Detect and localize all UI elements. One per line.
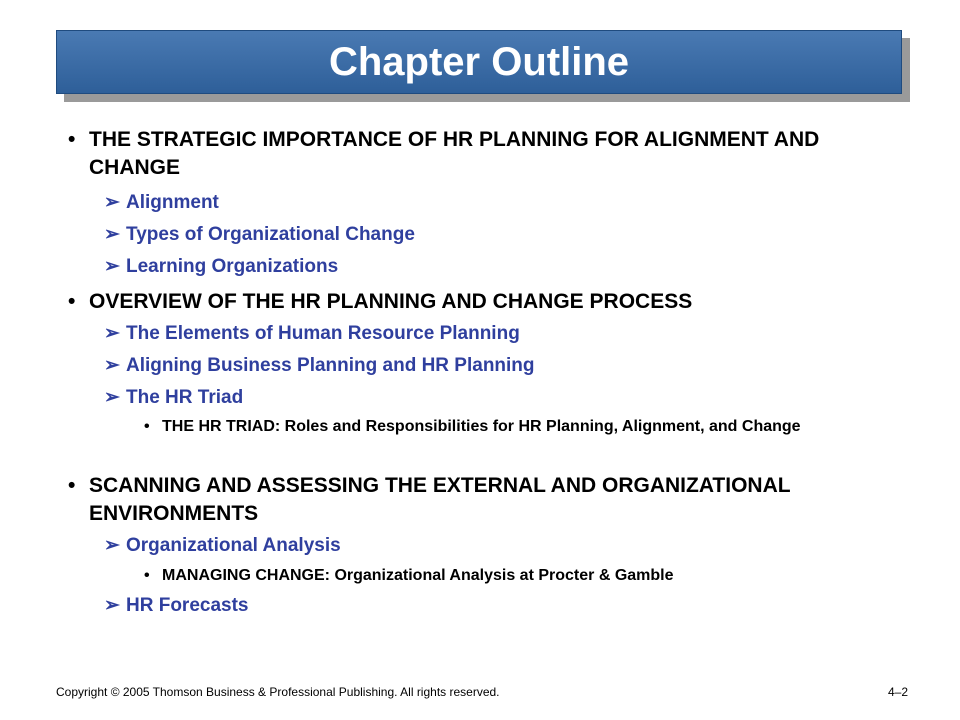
bullet-icon: • bbox=[144, 418, 150, 435]
arrow-bullet-icon: ➢ bbox=[104, 595, 120, 616]
arrow-bullet-icon: ➢ bbox=[104, 535, 120, 556]
list-item bbox=[104, 386, 243, 410]
list-item bbox=[104, 354, 535, 378]
list-item-label: HR Forecasts bbox=[126, 595, 249, 616]
bullet-icon: • bbox=[144, 567, 150, 584]
copyright-notice: Copyright © 2005 Thomson Business & Professional Publishing. All rights reserved. bbox=[56, 685, 500, 699]
list-item bbox=[104, 322, 520, 346]
section-heading bbox=[68, 472, 898, 528]
sub-list-item bbox=[144, 416, 844, 438]
section-heading bbox=[68, 126, 898, 182]
list-item bbox=[104, 223, 415, 247]
list-item bbox=[104, 534, 341, 558]
page-number: 4–2 bbox=[887, 685, 908, 699]
bullet-icon: • bbox=[68, 474, 76, 497]
list-item-label: The HR Triad bbox=[126, 387, 244, 408]
list-item-label: Types of Organizational Change bbox=[126, 224, 415, 245]
arrow-bullet-icon: ➢ bbox=[104, 256, 120, 277]
list-item-label: Learning Organizations bbox=[126, 256, 339, 277]
list-item-label: Aligning Business Planning and HR Planning bbox=[126, 355, 535, 376]
section-heading-text: THE STRATEGIC IMPORTANCE OF HR PLANNING FOR ALIGNMENT AND CHANGE bbox=[89, 128, 820, 179]
section-heading-text: SCANNING AND ASSESSING THE EXTERNAL AND ORGANIZATIONAL ENVIRONMENTS bbox=[89, 474, 791, 525]
section-heading bbox=[68, 288, 898, 316]
sub-list-item bbox=[144, 565, 844, 587]
list-item-label: Alignment bbox=[126, 192, 219, 213]
list-item-label: Organizational Analysis bbox=[126, 535, 341, 556]
arrow-bullet-icon: ➢ bbox=[104, 192, 120, 213]
arrow-bullet-icon: ➢ bbox=[104, 355, 120, 376]
arrow-bullet-icon: ➢ bbox=[104, 224, 120, 245]
sub-list-item-label: MANAGING CHANGE: Organizational Analysis at Procter & Gamble bbox=[162, 567, 674, 584]
arrow-bullet-icon: ➢ bbox=[104, 323, 120, 344]
sub-list-item-label: THE HR TRIAD: Roles and Responsibilities for HR Planning, Alignment, and Change bbox=[162, 418, 801, 435]
bullet-icon: • bbox=[68, 290, 76, 313]
bullet-icon: • bbox=[68, 128, 76, 151]
arrow-bullet-icon: ➢ bbox=[104, 387, 120, 408]
list-item-label: The Elements of Human Resource Planning bbox=[126, 323, 520, 344]
list-item bbox=[104, 255, 338, 279]
slide-title: Chapter Outline bbox=[328, 39, 630, 84]
list-item bbox=[104, 191, 219, 215]
list-item bbox=[104, 594, 249, 618]
section-heading-text: OVERVIEW OF THE HR PLANNING AND CHANGE PROCESS bbox=[89, 290, 693, 313]
